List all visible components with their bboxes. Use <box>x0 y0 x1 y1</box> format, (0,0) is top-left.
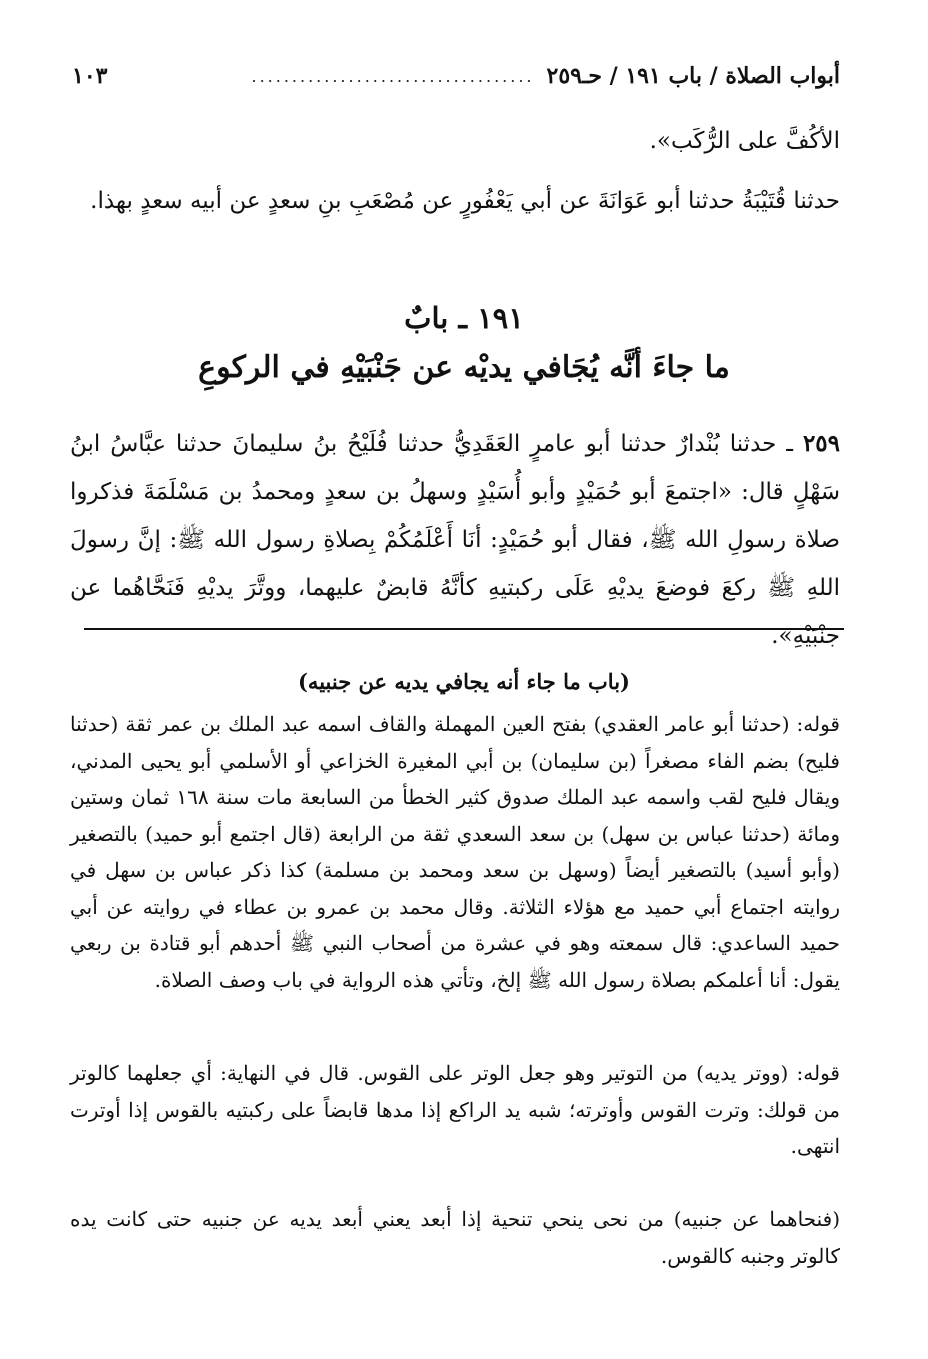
page-number: ١٠٣ <box>72 63 108 89</box>
hadith-number: ٢٥٩ <box>802 430 841 457</box>
commentary-text: (ووتر يديه) من التوتير وهو جعل الوتر على القوس. قال في النهاية: أي جعلهما كالوتر من قولك: وترت القوس وأوترته؛ شبه يد الراكع إذا مدها قابضاً على ركبتيه بالقوس إذا أوترت انتهى. <box>70 1061 840 1158</box>
commentary-paragraph-1 <box>70 706 840 998</box>
chain-paragraph: حدثنا قُتَيْبَةُ حدثنا أبو عَوَانَةَ عن أبي يَعْفُورٍ عن مُصْعَبِ بنِ سعدٍ عن أبيه سعدٍ بهذا. <box>90 188 840 214</box>
continuation-line: الأكُفَّ على الرُّكَب». <box>649 128 840 154</box>
commentary-heading: (باب ما جاء أنه يجافي يديه عن جنبيه) <box>298 669 630 694</box>
hadith-paragraph <box>70 420 840 660</box>
running-title: أبواب الصلاة / باب ١٩١ / حـ٢٥٩ <box>546 63 840 89</box>
commentary-text: (حدثنا أبو عامر العقدي) بفتح العين المهملة والقاف اسمه عبد الملك بن عمر ثقة (حدثنا فليح) بضم الفاء مصغراً (بن سليمان) بن أبي المغيرة الخزاعي أو الأسلمي أبو يحيى المدني، ويقال فليح لقب واسمه عبد الملك صدوق كثير الخطأ من السابعة مات سنة ١٦٨ ثمان وستين ومائة (حدثنا عباس بن سهل) بن سعد السعدي ثقة من الرابعة (قال اجتمع أبو حميد) بالتصغير (وأبو أسيد) بالتصغير أيضاً (وسهل بن سعد ومحمد بن مسلمة) كذا ذكر عباس بن سهل في روايته اجتماع أبي حميد مع هؤلاء الثلاثة. وقال محمد بن عمرو بن عطاء في روايته عن أبي حميد الساعدي: قال سمعته وهو في عشرة من أصحاب النبي ﷺ أحدهم أبو قتادة بن ربعي يقول: أنا أعلمكم بصلاة رسول الله ﷺ إلخ، وتأتي هذه الرواية في باب وصف الصلاة. <box>70 712 840 992</box>
commentary-lead: قوله: <box>796 712 840 736</box>
leader-dots: ................................... <box>251 66 535 86</box>
footnote-divider <box>84 628 844 630</box>
hadith-text: ـ حدثنا بُنْدارٌ حدثنا أبو عامرٍ العَقَدِيُّ حدثنا فُلَيْحُ بنُ سليمانَ حدثنا عبَّاسُ ابنُ سَهْلٍ قال: «اجتمعَ أبو حُمَيْدٍ وأبو أُسَيْدٍ وسهلُ بن سعدٍ ومحمدُ بن مَسْلَمَةَ فذكروا صلاة رسولِ الله ﷺ، فقال أبو حُمَيْدٍ: أنَا أَعْلَمُكُمْ بِصلاةِ رسول الله ﷺ: إنَّ رسولَ اللهِ ﷺ ركعَ فوضعَ يديْهِ عَلَى ركبتيهِ كأنَّهُ قابضٌ عليهما، ووتَّرَ يديْهِ فَنَحَّاهُما عن جنْبَيْهِ». <box>70 431 840 649</box>
chapter-number: ١٩١ ـ بابٌ <box>404 301 524 335</box>
page-header <box>72 56 840 96</box>
commentary-paragraph-2 <box>70 1055 840 1165</box>
chapter-title: ما جاءَ أنَّه يُجَافي يديْه عن جَنْبَيْهِ في الركوعِ <box>198 350 730 385</box>
commentary-lead: قوله: <box>796 1061 840 1085</box>
commentary-paragraph-3: (فنحاهما عن جنبيه) من نحى ينحي تنحية إذا أبعد يعني أبعد يديه عن جنبيه حتى كانت يده كالوتر وجنبه كالقوس. <box>70 1207 840 1268</box>
